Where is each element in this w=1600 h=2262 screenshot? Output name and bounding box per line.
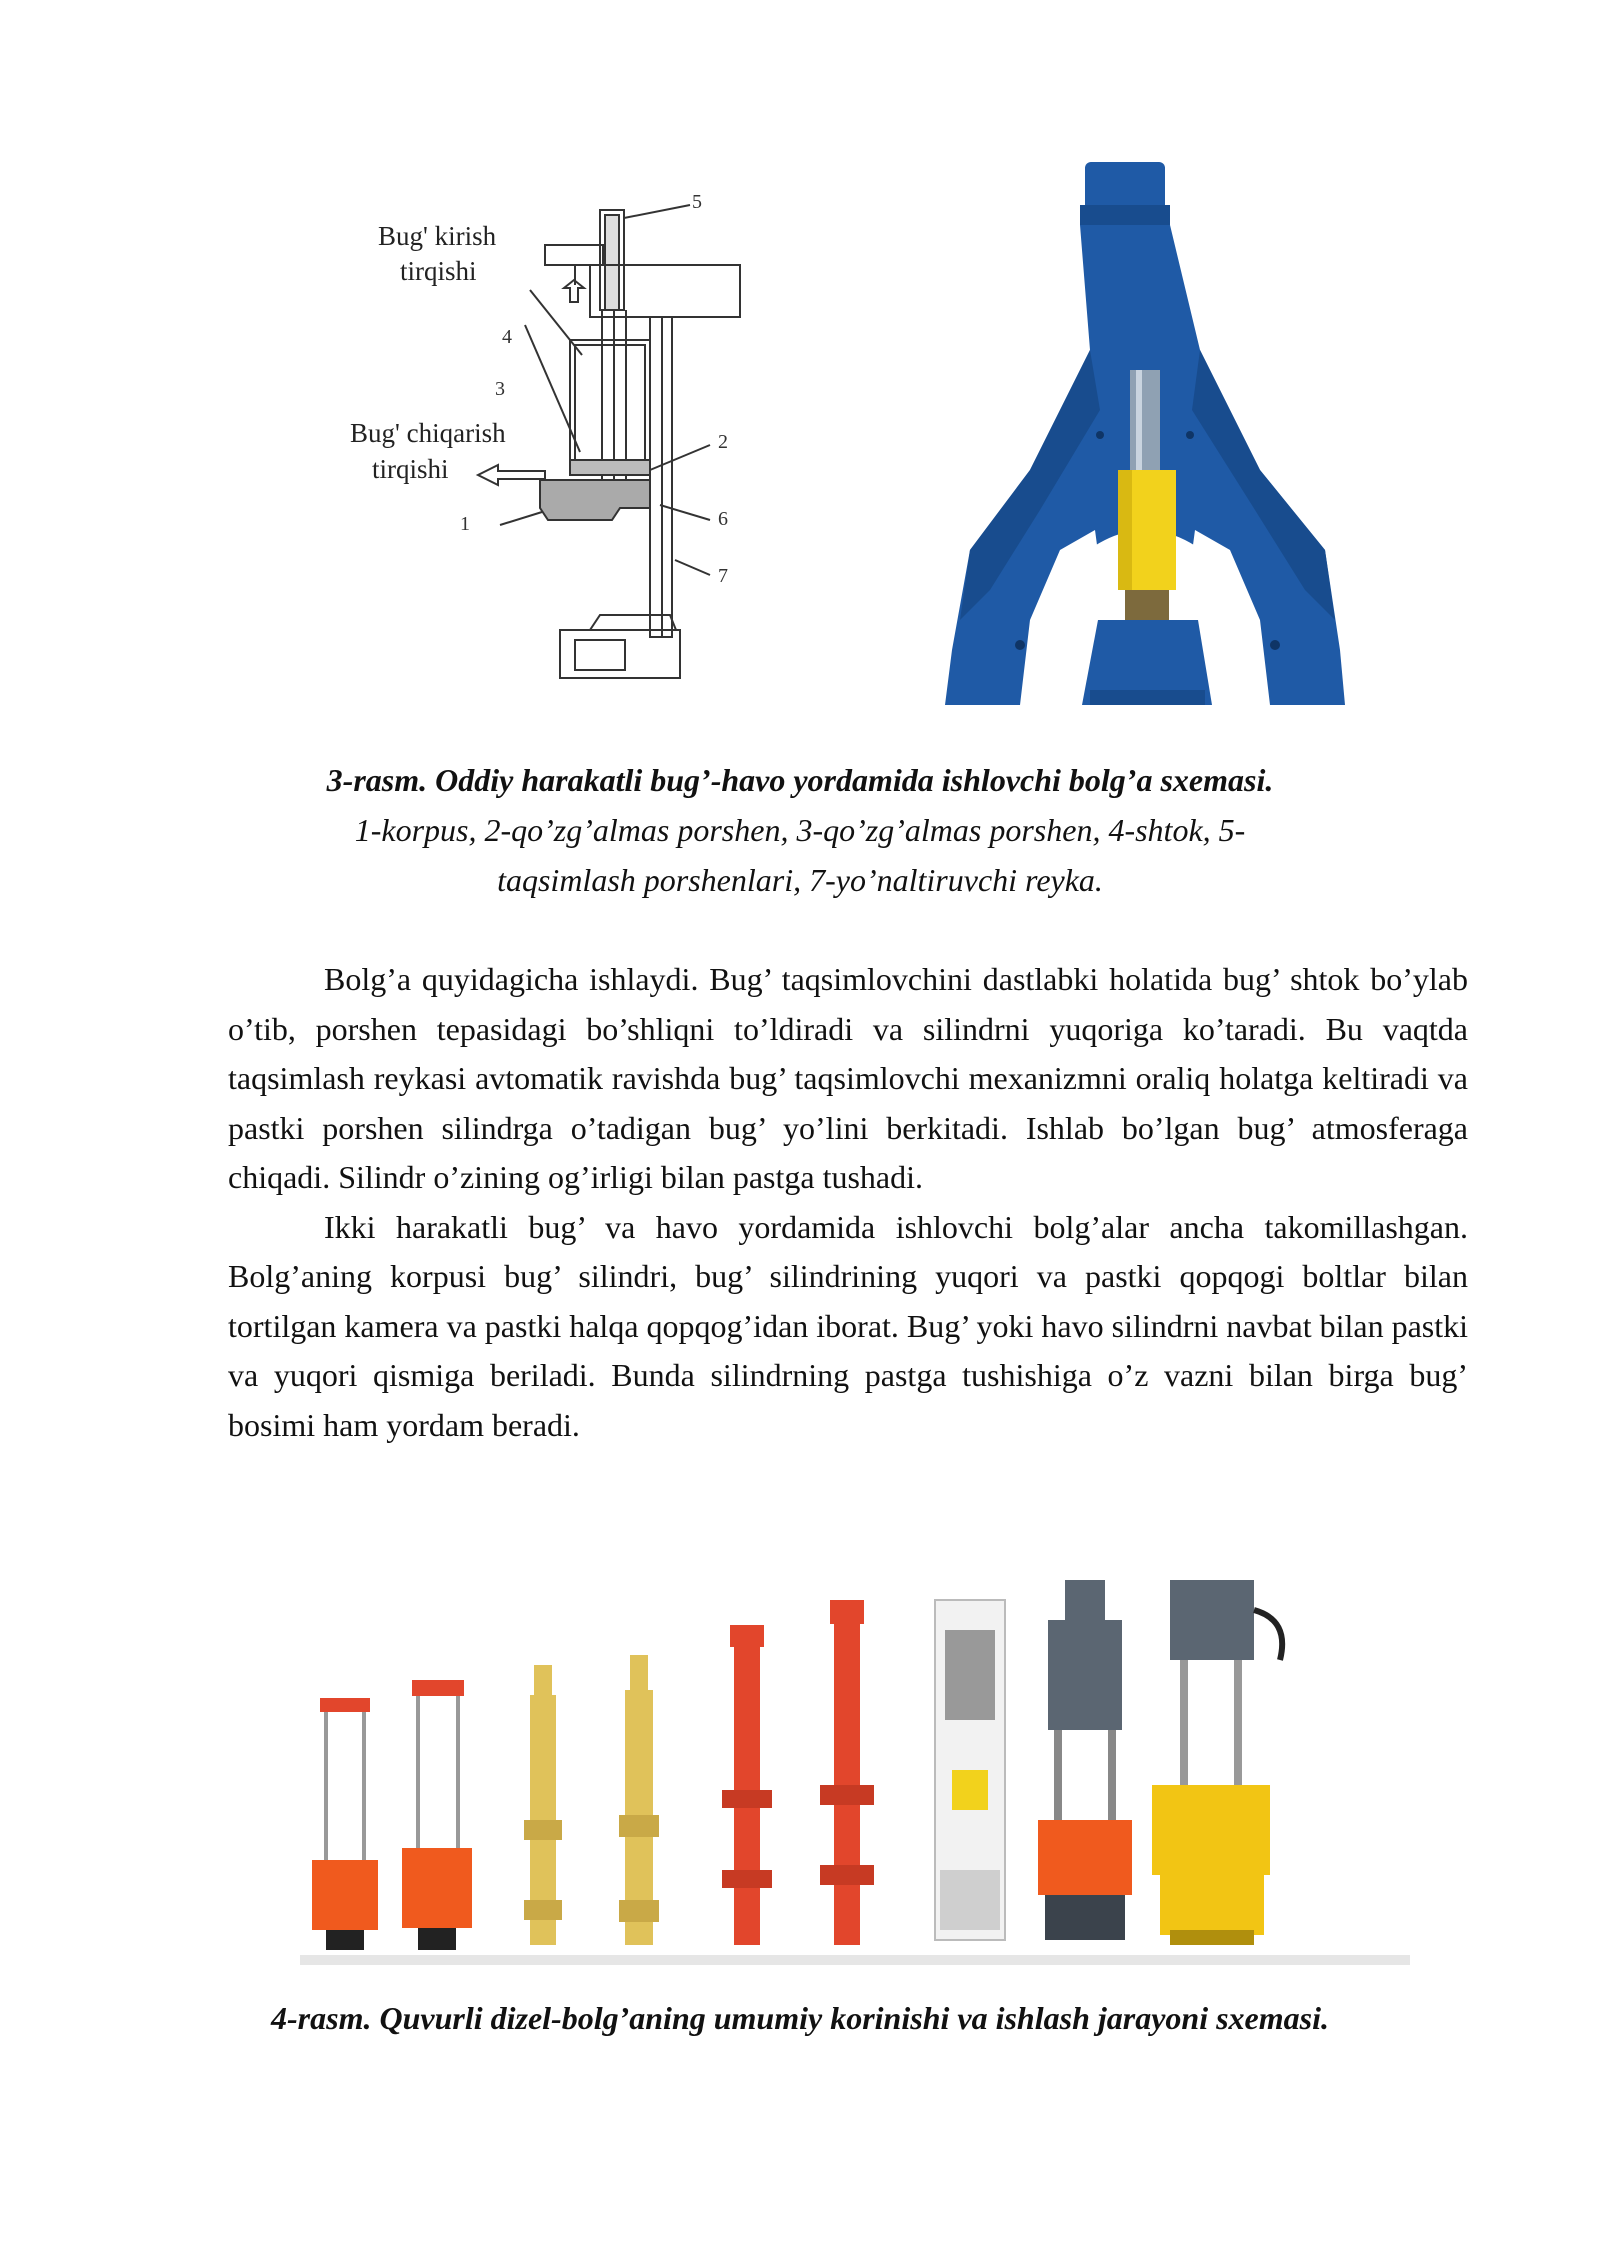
hammer-1 — [312, 1698, 378, 1950]
label-num-5: 5 — [692, 191, 702, 213]
label-steam-inlet-line1: Bug' kirish — [378, 221, 497, 251]
label-steam-outlet-line1: Bug' chiqarish — [350, 418, 506, 448]
label-steam-outlet-line2: tirqishi — [372, 454, 449, 484]
hammer-7 — [935, 1600, 1005, 1940]
hammer-3 — [524, 1665, 562, 1945]
label-num-1: 1 — [460, 513, 470, 535]
label-num-4: 4 — [502, 326, 512, 348]
label-num-2: 2 — [718, 431, 728, 453]
hammer-9 — [1152, 1580, 1282, 1945]
paragraph-1: Bolg’a quyidagicha ishlaydi. Bug’ taqsimlovchini dastlabki holatida bug’ shtok bo’ylab o’tib, porshen tepasidagi bo’shliqni to’ldiradi va silindrni yuqoriga ko’taradi. Bu vaqtda taqsimlash reykasi avtomatik ravishda bug’ taqsimlovchi mexanizmni oraliq holatga keltiradi va pastki porshen silindrga o’tadigan bug’ yo’lini berkitadi. Ishlab bo’lgan bug’ atmosferaga chiqadi. Silindr o’zining og’irligi bilan pastga tushadi. — [228, 961, 1468, 1195]
steam-hammer-photo — [930, 150, 1360, 720]
body-text — [228, 955, 1468, 1450]
figure-3 — [0, 0, 1600, 920]
label-num-7: 7 — [718, 565, 728, 587]
hammer-4 — [619, 1655, 659, 1945]
paragraph-2: Ikki harakatli bug’ va havo yordamida ishlovchi bolg’alar ancha takomillashgan. Bolg’aning korpusi bug’ silindri, bug’ silindrining yuqori va pastki qopqogi boltlar bilan tortilgan kamera va pastki halqa qopqog’idan iborat. Bug’ yoki havo silindrni navbat bilan pastki va yuqori qismiga beriladi. Bunda silindrning pastga tushishiga o’z vazni bilan birga bug’ bosimi ham yordam beradi. — [228, 1208, 1469, 1443]
hammer-6 — [820, 1600, 874, 1945]
figure-3-caption-line2: taqsimlash porshenlari, 7-yo’naltiruvchi reyka. — [497, 862, 1103, 898]
figure-4-caption-title: 4-rasm. Quvurli dizel-bolg’aning umumiy korinishi va ishlash jarayoni sxemasi. — [271, 2000, 1329, 2036]
label-num-6: 6 — [718, 508, 728, 530]
hammer-5 — [722, 1625, 772, 1945]
label-steam-inlet-line2: tirqishi — [400, 256, 477, 286]
figure-3-caption-title: 3-rasm. Oddiy harakatli bug’-havo yordamida ishlovchi bolg’a sxemasi. — [326, 762, 1274, 798]
hammer-8 — [1038, 1580, 1132, 1940]
diesel-hammers-photo — [290, 1570, 1420, 1970]
figure-3-caption-line1: 1-korpus, 2-qo’zg’almas porshen, 3-qo’zg’almas porshen, 4-shtok, 5- — [354, 812, 1246, 848]
hammer-schematic-diagram — [330, 180, 770, 690]
hammer-2 — [402, 1680, 472, 1950]
label-num-3: 3 — [495, 378, 505, 400]
